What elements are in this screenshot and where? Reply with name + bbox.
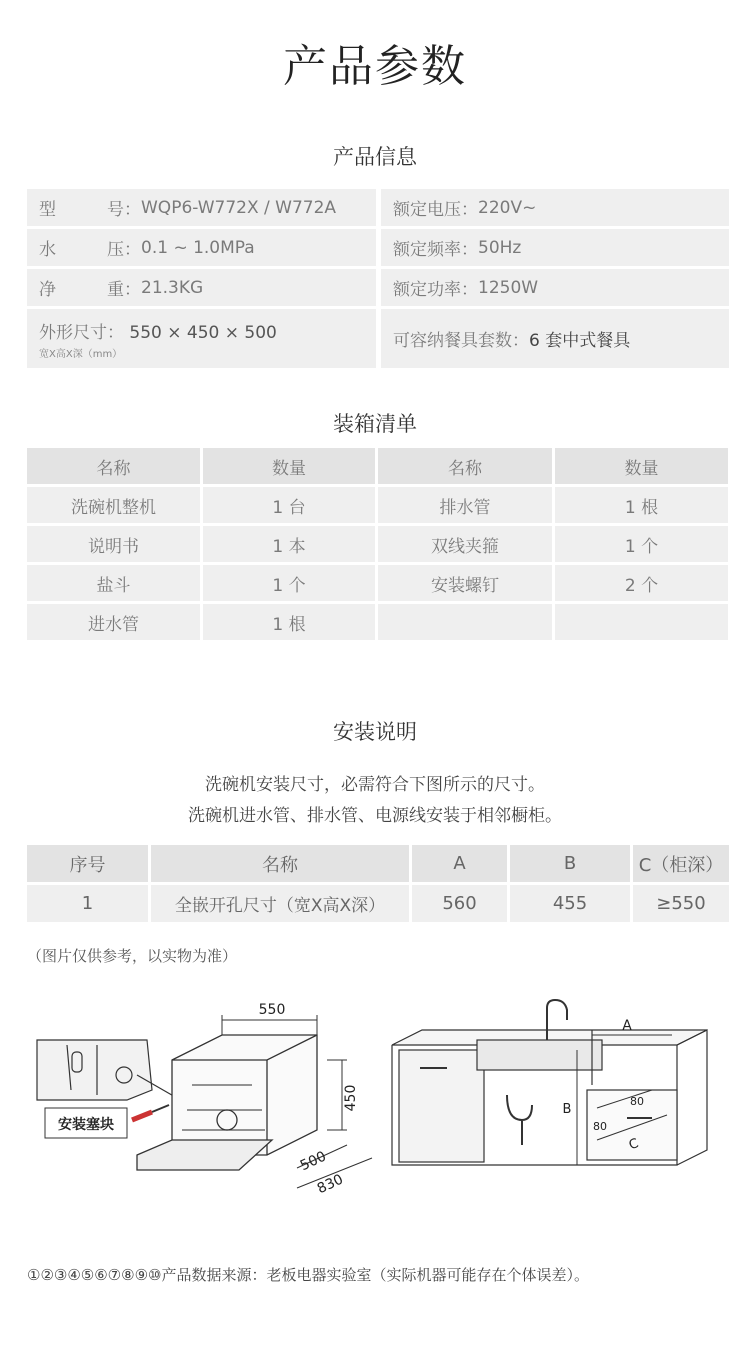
info-cell bbox=[27, 189, 376, 226]
table-cell: 1 个 bbox=[203, 565, 375, 601]
info-cell bbox=[27, 309, 376, 368]
size-label: 外形尺寸： bbox=[39, 322, 124, 343]
table-cell: 1 本 bbox=[203, 526, 375, 562]
dim-depth-open: 830 bbox=[314, 1171, 346, 1198]
cabinet-drawing bbox=[392, 1000, 707, 1165]
frequency-label: 额定频率： bbox=[393, 240, 478, 260]
info-cell bbox=[381, 189, 729, 226]
table-cell: 1 个 bbox=[555, 526, 728, 562]
inset-detail bbox=[37, 1040, 177, 1100]
install-heading: 安装说明 bbox=[333, 720, 417, 744]
dim-depth: 500 bbox=[297, 1148, 329, 1175]
info-cell bbox=[27, 229, 376, 266]
info-row bbox=[27, 229, 729, 266]
page-title: 产品参数 bbox=[283, 41, 467, 92]
info-row bbox=[27, 309, 729, 368]
table-header bbox=[27, 448, 729, 484]
callout-box bbox=[45, 1108, 127, 1138]
info-cell bbox=[381, 309, 729, 368]
dishwasher-drawing bbox=[137, 1035, 317, 1170]
cab-label-b: B bbox=[562, 1102, 572, 1117]
info-cell bbox=[27, 269, 376, 306]
capacity-label: 可容纳餐具套数： bbox=[393, 331, 529, 351]
table-cell: 455 bbox=[510, 885, 630, 922]
capacity-value: 6 套中式餐具 bbox=[529, 331, 631, 351]
table-row bbox=[27, 565, 729, 601]
header-cell: 数量 bbox=[555, 448, 728, 484]
table-row bbox=[27, 885, 729, 922]
dim-width: 550 bbox=[258, 1002, 286, 1018]
table-cell: 排水管 bbox=[378, 487, 552, 523]
voltage-value: 220V~ bbox=[478, 197, 537, 218]
info-heading: 产品信息 bbox=[333, 145, 417, 169]
table-row bbox=[27, 487, 729, 523]
header-cell: 名称 bbox=[27, 448, 200, 484]
info-row bbox=[27, 269, 729, 306]
info-cell bbox=[381, 269, 729, 306]
callout-label: 安装塞块 bbox=[58, 1117, 114, 1133]
reference-note: （图片仅供参考，以实物为准） bbox=[27, 947, 238, 965]
table-cell bbox=[378, 604, 552, 640]
label-char: 号： bbox=[107, 200, 141, 220]
table-cell: 560 bbox=[412, 885, 507, 922]
header-cell: 数量 bbox=[203, 448, 375, 484]
installation-diagram bbox=[27, 990, 727, 1230]
install-note-1: 洗碗机安装尺寸，必需符合下图所示的尺寸。 bbox=[205, 775, 545, 795]
table-cell: 全嵌开孔尺寸（宽X高X深） bbox=[151, 885, 409, 922]
cab-label-80-top: 80 bbox=[630, 1095, 644, 1108]
table-cell bbox=[555, 604, 728, 640]
table-cell: 1 bbox=[27, 885, 148, 922]
table-cell: 进水管 bbox=[27, 604, 200, 640]
label-char: 水 bbox=[39, 240, 56, 260]
dim-height: 450 bbox=[343, 1084, 359, 1112]
table-row bbox=[27, 526, 729, 562]
label-char: 压： bbox=[107, 240, 141, 260]
table-header bbox=[27, 845, 729, 882]
pressure-value: 0.1 ~ 1.0MPa bbox=[141, 237, 255, 258]
packing-heading: 装箱清单 bbox=[333, 412, 417, 436]
power-label: 额定功率： bbox=[393, 280, 478, 300]
table-cell: 2 个 bbox=[555, 565, 728, 601]
header-cell: A bbox=[412, 845, 507, 882]
table-cell: 说明书 bbox=[27, 526, 200, 562]
size-sub: 宽X高X深（mm） bbox=[39, 348, 123, 360]
cab-label-80-side: 80 bbox=[593, 1120, 607, 1133]
footer-note: ①②③④⑤⑥⑦⑧⑨⑩产品数据来源：老板电器实验室（实际机器可能存在个体误差）。 bbox=[27, 1266, 589, 1284]
info-cell bbox=[381, 229, 729, 266]
table-row bbox=[27, 604, 729, 640]
cab-label-a: A bbox=[622, 1018, 632, 1034]
cab-label-c: C bbox=[626, 1136, 641, 1154]
weight-value: 21.3KG bbox=[141, 277, 204, 298]
table-cell: 洗碗机整机 bbox=[27, 487, 200, 523]
header-cell: 序号 bbox=[27, 845, 148, 882]
voltage-label: 额定电压： bbox=[393, 200, 478, 220]
table-cell: 双线夹箍 bbox=[378, 526, 552, 562]
install-table bbox=[27, 845, 729, 925]
packing-table bbox=[27, 448, 729, 643]
power-value: 1250W bbox=[478, 277, 539, 298]
header-cell: C（柜深） bbox=[633, 845, 729, 882]
label-char: 型 bbox=[39, 200, 56, 220]
label-char: 重： bbox=[107, 280, 141, 300]
model-value: WQP6-W772X / W772A bbox=[141, 197, 337, 218]
table-cell: ≥550 bbox=[633, 885, 729, 922]
table-cell: 安装螺钉 bbox=[378, 565, 552, 601]
table-cell: 盐斗 bbox=[27, 565, 200, 601]
table-cell: 1 根 bbox=[555, 487, 728, 523]
frequency-value: 50Hz bbox=[478, 237, 522, 258]
info-row bbox=[27, 189, 729, 226]
info-table bbox=[27, 189, 729, 371]
header-cell: 名称 bbox=[151, 845, 409, 882]
screwdriver-icon bbox=[132, 1105, 169, 1120]
header-cell: B bbox=[510, 845, 630, 882]
table-cell: 1 台 bbox=[203, 487, 375, 523]
label-char: 净 bbox=[39, 280, 56, 300]
table-cell: 1 根 bbox=[203, 604, 375, 640]
size-value: 550 × 450 × 500 bbox=[129, 322, 277, 343]
header-cell: 名称 bbox=[378, 448, 552, 484]
install-note-2: 洗碗机进水管、排水管、电源线安装于相邻橱柜。 bbox=[188, 806, 562, 826]
